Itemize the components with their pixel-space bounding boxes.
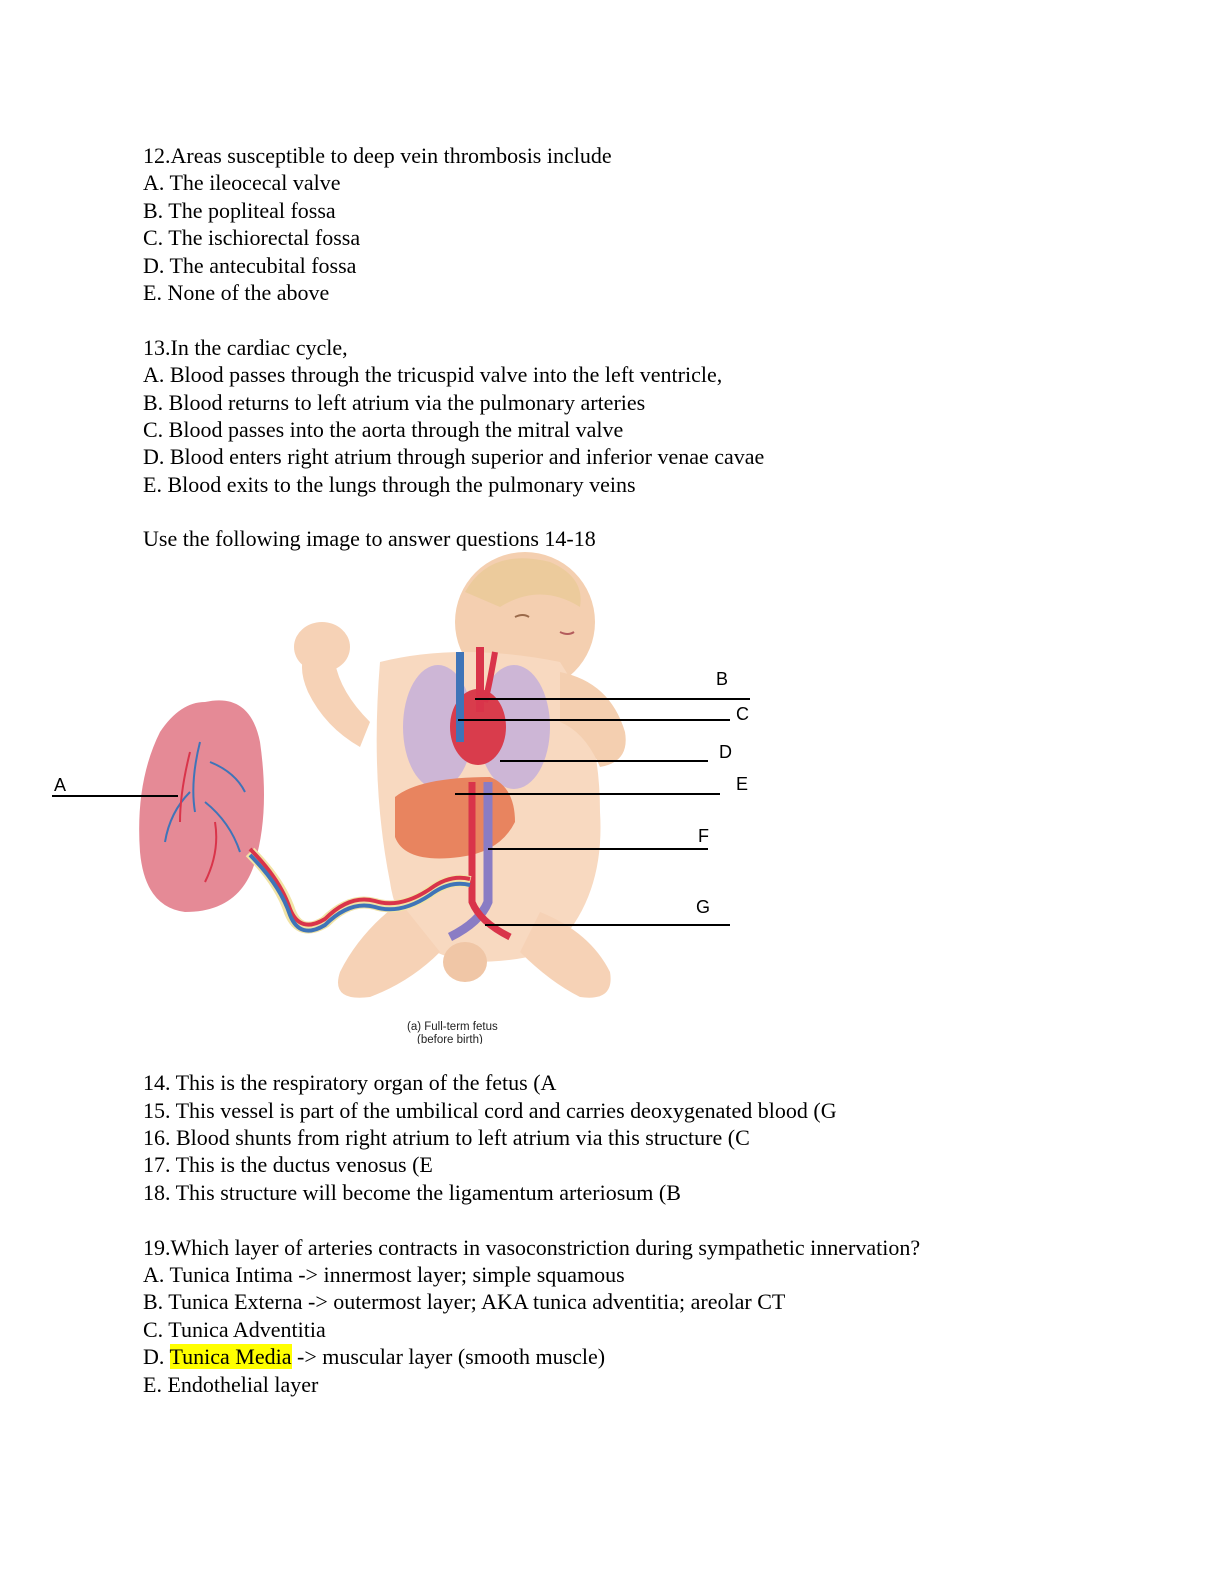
- label-c: C: [736, 704, 749, 724]
- q15: 15. This vessel is part of the umbilical cord and carries deoxygenated blood (G: [143, 1098, 837, 1123]
- q16: 16. Blood shunts from right atrium to left atrium via this structure (C: [143, 1125, 750, 1150]
- q19-option-a: A. Tunica Intima -> innermost layer; simple squamous: [143, 1262, 625, 1287]
- fetal-circulation-diagram: [40, 552, 780, 1044]
- q13-option-b: B. Blood returns to left atrium via the pulmonary arteries: [143, 390, 646, 415]
- figure-caption-line2: (before birth): [417, 1034, 483, 1044]
- q13-option-e: E. Blood exits to the lungs through the pulmonary veins: [143, 472, 636, 497]
- q19-option-d: [143, 1343, 605, 1370]
- fetus-illustration: [294, 552, 626, 998]
- q18: 18. This structure will become the ligamentum arteriosum (B: [143, 1180, 681, 1205]
- label-e: E: [736, 774, 749, 794]
- q12-option-a: A. The ileocecal valve: [143, 170, 341, 195]
- q14: 14. This is the respiratory organ of the fetus (A: [143, 1070, 557, 1095]
- q12-option-d: D. The antecubital fossa: [143, 253, 357, 278]
- q12-option-b: B. The popliteal fossa: [143, 198, 336, 223]
- label-a: A: [54, 775, 67, 795]
- q13-option-a: A. Blood passes through the tricuspid valve into the left ventricle,: [143, 362, 723, 387]
- q19-option-c: C. Tunica Adventitia: [143, 1317, 326, 1342]
- figure-intro: Use the following image to answer questions 14-18: [143, 526, 596, 551]
- q19-option-e: E. Endothelial layer: [143, 1372, 319, 1397]
- label-d: D: [719, 742, 732, 762]
- q12-stem: 12.Areas susceptible to deep vein thrombosis include: [143, 143, 612, 168]
- q13-option-c: C. Blood passes into the aorta through the mitral valve: [143, 417, 624, 442]
- q13-option-d: D. Blood enters right atrium through superior and inferior venae cavae: [143, 444, 765, 469]
- label-g: G: [696, 897, 711, 917]
- q17: 17. This is the ductus venosus (E: [143, 1152, 433, 1177]
- q19-option-d-prefix: D.: [143, 1344, 170, 1369]
- q19-option-d-highlight: Tunica Media: [169, 1344, 292, 1369]
- q12-option-e: E. None of the above: [143, 280, 330, 305]
- q19-option-d-rest: -> muscular layer (smooth muscle): [291, 1344, 606, 1369]
- figure-caption-line1: (a) Full-term fetus: [407, 1021, 498, 1033]
- q19-stem: 19.Which layer of arteries contracts in vasoconstriction during sympathetic innervation?: [143, 1235, 921, 1260]
- placenta-illustration: [139, 700, 264, 912]
- q19-option-b: B. Tunica Externa -> outermost layer; AKA tunica adventitia; areolar CT: [143, 1289, 786, 1314]
- q13-stem: 13.In the cardiac cycle,: [143, 335, 348, 360]
- q12-option-c: C. The ischiorectal fossa: [143, 225, 361, 250]
- label-f: F: [698, 826, 709, 846]
- label-b: B: [716, 669, 729, 689]
